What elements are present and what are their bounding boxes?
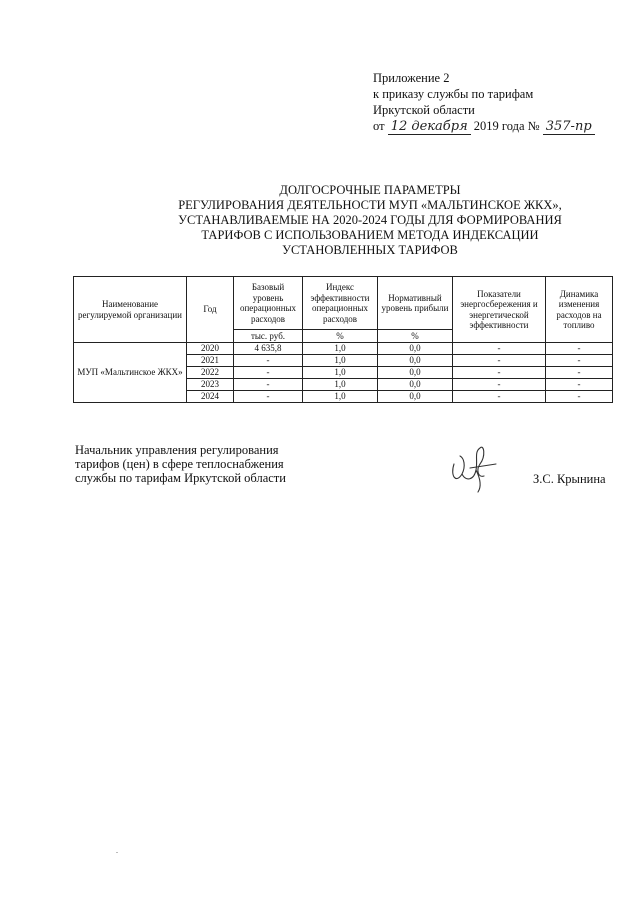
appendix-block <box>373 70 633 135</box>
cell-year: 2023 <box>187 379 234 391</box>
header-energy-efficiency: Показатели энергосбережения и энергетической эффективности <box>453 277 546 343</box>
cell-year: 2020 <box>187 343 234 355</box>
cell-dyn: - <box>546 355 613 367</box>
appendix-line-2: к приказу службы по тарифам <box>373 87 534 101</box>
signer-name: З.С. Крынина <box>533 472 606 486</box>
cell-index: 1,0 <box>303 343 378 355</box>
cell-norm: 0,0 <box>378 391 453 403</box>
cell-norm: 0,0 <box>378 355 453 367</box>
header-normative-profit: Нормативный уровень прибыли <box>378 277 453 330</box>
handwritten-signature <box>440 434 510 501</box>
table-row <box>74 343 613 355</box>
cell-year: 2024 <box>187 391 234 403</box>
unit-base: тыс. руб. <box>234 330 303 343</box>
cell-eff: - <box>453 343 546 355</box>
header-organization: Наименование регулируемой организации <box>74 277 187 343</box>
signatory-title-line-3: службы по тарифам Иркутской области <box>75 471 286 485</box>
cell-eff: - <box>453 379 546 391</box>
cell-dyn: - <box>546 367 613 379</box>
title-line-2: РЕГУЛИРОВАНИЯ ДЕЯТЕЛЬНОСТИ МУП «МАЛЬТИНСКОЕ ЖКХ», <box>178 198 562 212</box>
title-line-4: ТАРИФОВ С ИСПОЛЬЗОВАНИЕМ МЕТОДА ИНДЕКСАЦИИ <box>201 228 539 242</box>
cell-year: 2022 <box>187 367 234 379</box>
organization-cell: МУП «Мальтинское ЖКХ» <box>74 343 187 403</box>
cell-eff: - <box>453 391 546 403</box>
cell-base: - <box>234 367 303 379</box>
cell-base: - <box>234 391 303 403</box>
handwritten-number: 357-пр <box>543 120 595 135</box>
signatory-title-line-1: Начальник управления регулирования <box>75 443 279 457</box>
cell-eff: - <box>453 355 546 367</box>
header-year: Год <box>187 277 234 343</box>
cell-index: 1,0 <box>303 391 378 403</box>
appendix-line-3: Иркутской области <box>373 103 475 117</box>
signatory-title-line-2: тарифов (цен) в сфере теплоснабжения <box>75 457 284 471</box>
appendix-date-line <box>373 118 633 135</box>
cell-index: 1,0 <box>303 355 378 367</box>
parameters-table <box>73 276 613 403</box>
cell-base: - <box>234 379 303 391</box>
table-header-row <box>74 277 613 330</box>
unit-norm: % <box>378 330 453 343</box>
year-text: 2019 года <box>473 119 525 133</box>
title-line-5: УСТАНОВЛЕННЫХ ТАРИФОВ <box>282 243 458 257</box>
cell-dyn: - <box>546 391 613 403</box>
cell-dyn: - <box>546 379 613 391</box>
cell-year: 2021 <box>187 355 234 367</box>
header-base-level: Базовый уровень операционных расходов <box>234 277 303 330</box>
cell-norm: 0,0 <box>378 343 453 355</box>
cell-eff: - <box>453 367 546 379</box>
number-sign: № <box>527 119 540 133</box>
date-prefix: от <box>373 119 385 133</box>
appendix-line-1: Приложение 2 <box>373 71 450 85</box>
header-efficiency-index: Индекс эффективности операционных расходов <box>303 277 378 330</box>
title-line-3: УСТАНАВЛИВАЕМЫЕ НА 2020-2024 ГОДЫ ДЛЯ ФОРМИРОВАНИЯ <box>178 213 562 227</box>
title-line-1: ДОЛГОСРОЧНЫЕ ПАРАМЕТРЫ <box>279 183 461 197</box>
cell-dyn: - <box>546 343 613 355</box>
cell-norm: 0,0 <box>378 379 453 391</box>
cell-index: 1,0 <box>303 367 378 379</box>
signature-block <box>75 443 286 485</box>
handwritten-date: 12 декабря <box>388 120 471 135</box>
header-fuel-dynamics: Динамика изменения расходов на топливо <box>546 277 613 343</box>
cell-base: - <box>234 355 303 367</box>
cell-norm: 0,0 <box>378 367 453 379</box>
cell-base: 4 635,8 <box>234 343 303 355</box>
scan-speck <box>116 852 118 853</box>
document-title <box>140 183 600 258</box>
unit-index: % <box>303 330 378 343</box>
cell-index: 1,0 <box>303 379 378 391</box>
